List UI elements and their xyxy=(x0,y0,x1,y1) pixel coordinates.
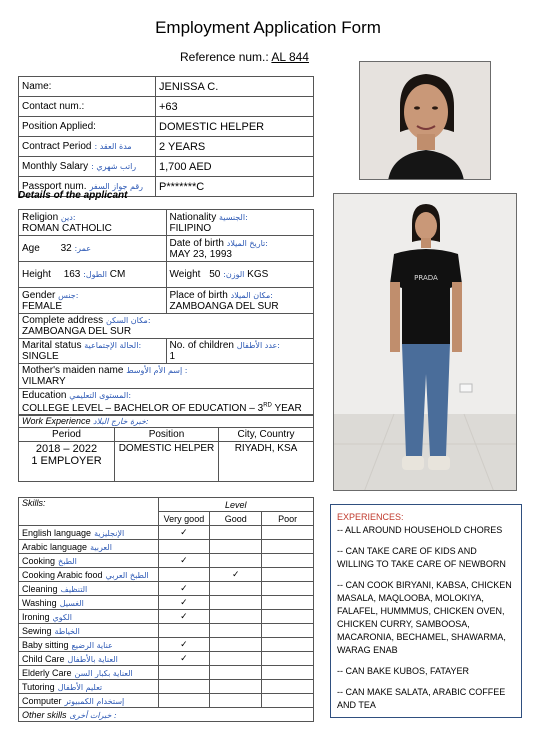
pob-value: ZAMBOANGA DEL SUR xyxy=(169,300,279,312)
experience-item: -- CAN COOK BIRYANI, KABSA, CHICKEN MASALA, MAQLOOBA, MOLOKIYA, FALAFEL, HUMMMUS, CHICKEN OVEN, CHICKEN CURRY, SAMBOOSA, MACARONIA, BECHAMEL, SHAWARMA, WARAG ENAB xyxy=(337,580,512,655)
skill-level-cell xyxy=(262,568,314,582)
check-icon: ✓ xyxy=(180,527,188,537)
skill-level-cell xyxy=(158,666,210,680)
skill-level-cell xyxy=(262,610,314,624)
gender-value: FEMALE xyxy=(22,300,63,312)
skills-table xyxy=(18,497,314,722)
skill-level-cell xyxy=(262,680,314,694)
reference-number xyxy=(180,50,309,64)
marital-value: SINGLE xyxy=(22,351,59,362)
skill-row xyxy=(19,540,314,554)
skill-level-cell xyxy=(210,666,262,680)
skill-level-cell xyxy=(262,638,314,652)
marital-cell: Marital status الحالة الإجتماعية: SINGLE xyxy=(19,339,167,364)
info-value: JENISSA C. xyxy=(156,77,314,97)
skill-level-cell xyxy=(262,624,314,638)
applicant-details-table xyxy=(18,209,314,416)
full-body-photo xyxy=(333,193,517,491)
skill-row xyxy=(19,666,314,680)
skill-level-cell xyxy=(262,652,314,666)
info-row xyxy=(19,137,314,157)
skill-level-cell xyxy=(210,540,262,554)
height-cell: Height الطول: 163 CM xyxy=(19,262,167,288)
level-header: Level xyxy=(158,498,313,512)
religion-cell: Religion دين: ROMAN CATHOLIC xyxy=(19,210,167,236)
skill-row xyxy=(19,624,314,638)
nationality-cell: Nationality الجنسية: FILIPINO xyxy=(166,210,314,236)
skill-level-cell xyxy=(210,694,262,708)
skill-level-cell xyxy=(210,554,262,568)
experience-item: -- CAN BAKE KUBOS, FATAYER xyxy=(337,666,470,676)
dob-cell: Date of birth تاريخ الميلاد: MAY 23, 1993 xyxy=(166,236,314,262)
gender-cell: Gender جنس: FEMALE xyxy=(19,288,167,314)
info-label: Monthly Salary : راتب شهري xyxy=(19,157,156,177)
reference-label: Reference num.: xyxy=(180,50,269,64)
work-col-period: Period xyxy=(19,428,115,442)
work-period: 2018 – 2022 1 EMPLOYER xyxy=(19,442,115,482)
skill-name: Cleaning التنظيف xyxy=(19,582,159,596)
skill-name: Cooking الطبخ xyxy=(19,554,159,568)
skill-level-cell xyxy=(210,638,262,652)
col-very-good: Very good xyxy=(158,512,210,526)
skill-name: Arabic language العربية xyxy=(19,540,159,554)
skill-row xyxy=(19,610,314,624)
skill-level-cell xyxy=(158,540,210,554)
other-skills-row xyxy=(19,708,314,722)
age-value: 32 xyxy=(60,243,72,254)
headshot-photo xyxy=(359,61,491,180)
other-skills: Other skills خبرات أخرى : xyxy=(19,708,314,722)
dob-value: MAY 23, 1993 xyxy=(169,248,232,260)
skill-level-cell xyxy=(210,596,262,610)
skill-level-cell xyxy=(158,638,210,652)
pob-cell: Place of birth مكان الميلاد: ZAMBOANGA DEL SUR xyxy=(166,288,314,314)
children-cell: No. of children عدد الأطفال: 1 xyxy=(166,339,314,364)
info-label: Passport num. رقم جواز السفر xyxy=(19,177,156,197)
mother-value: VILMARY xyxy=(22,376,66,387)
check-icon: ✓ xyxy=(180,583,188,593)
address-cell: Complete address مكان السكن: ZAMBOANGA DEL SUR xyxy=(19,314,314,339)
skill-row xyxy=(19,582,314,596)
religion-value: ROMAN CATHOLIC xyxy=(22,222,112,234)
skill-row xyxy=(19,554,314,568)
work-position: DOMESTIC HELPER xyxy=(115,442,219,482)
skills-header: Skills: xyxy=(19,498,159,526)
address-value: ZAMBOANGA DEL SUR xyxy=(22,326,132,337)
skill-level-cell xyxy=(262,582,314,596)
age-cell: Age عمر: 32 xyxy=(19,236,167,262)
info-label: Contract Period : مدة العقد xyxy=(19,137,156,157)
skill-level-cell xyxy=(210,568,262,582)
experience-item: -- CAN TAKE CARE OF KIDS AND WILLING TO TAKE CARE OF NEWBORN xyxy=(337,546,506,569)
skill-level-cell xyxy=(158,680,210,694)
skill-level-cell xyxy=(262,694,314,708)
skill-level-cell xyxy=(158,624,210,638)
skill-row xyxy=(19,526,314,540)
work-experience-title: Work Experience خبرة خارج البلاد: xyxy=(19,415,314,428)
skill-level-cell xyxy=(262,526,314,540)
skill-level-cell xyxy=(210,652,262,666)
reference-value: AL 844 xyxy=(271,50,309,64)
skill-name: Computer إستخدام الكمبيوتر xyxy=(19,694,159,708)
skill-name: Tutoring تعليم الأطفال xyxy=(19,680,159,694)
info-label: Contact num.: xyxy=(19,97,156,117)
skill-level-cell xyxy=(210,526,262,540)
work-col-city: City, Country xyxy=(219,428,314,442)
check-icon: ✓ xyxy=(180,653,188,663)
skill-name: Child Care العناية بالأطفال xyxy=(19,652,159,666)
skill-level-cell xyxy=(158,526,210,540)
skill-level-cell xyxy=(262,596,314,610)
info-value: +63 xyxy=(156,97,314,117)
skill-row xyxy=(19,596,314,610)
experiences-list xyxy=(337,524,515,712)
height-value: 163 CM xyxy=(63,269,126,280)
skill-level-cell xyxy=(262,540,314,554)
skill-name: Elderly Care العناية بكبار السن xyxy=(19,666,159,680)
weight-value: 50 KGS xyxy=(209,269,269,280)
skill-level-cell xyxy=(210,680,262,694)
info-row xyxy=(19,117,314,137)
children-value: 1 xyxy=(169,351,176,362)
weight-cell: Weight الوزن: 50 KGS xyxy=(166,262,314,288)
check-icon: ✓ xyxy=(180,639,188,649)
experience-item: -- ALL AROUND HOUSEHOLD CHORES xyxy=(337,525,503,535)
skill-name: Ironing الكوي xyxy=(19,610,159,624)
skill-level-cell xyxy=(158,554,210,568)
skill-row xyxy=(19,680,314,694)
info-value: 2 YEARS xyxy=(156,137,314,157)
svg-text:PRADA: PRADA xyxy=(414,274,438,282)
education-value: COLLEGE LEVEL – BACHELOR OF EDUCATION – 3RD YEAR xyxy=(22,403,302,415)
skill-level-cell xyxy=(158,694,210,708)
mother-cell: Mother's maiden name إسم الأم الأوسط : VILMARY xyxy=(19,364,314,389)
skill-level-cell xyxy=(158,582,210,596)
basic-info-table xyxy=(18,76,314,197)
skill-row xyxy=(19,694,314,708)
check-icon: ✓ xyxy=(180,555,188,565)
skill-level-cell xyxy=(210,610,262,624)
check-icon: ✓ xyxy=(180,597,188,607)
skill-name: Washing الغسيل xyxy=(19,596,159,610)
info-label: Name: xyxy=(19,77,156,97)
skill-level-cell xyxy=(262,554,314,568)
info-label: Position Applied: xyxy=(19,117,156,137)
experiences-title: EXPERIENCES: xyxy=(337,512,404,522)
skill-name: Cooking Arabic food الطبخ العربي xyxy=(19,568,159,582)
skill-name: English language الإنجليزية xyxy=(19,526,159,540)
skill-level-cell xyxy=(210,624,262,638)
experience-item: -- CAN MAKE SALATA, ARABIC COFFEE AND TEA xyxy=(337,687,506,710)
info-row xyxy=(19,157,314,177)
skill-level-cell xyxy=(210,582,262,596)
info-value: P*******C xyxy=(156,177,314,197)
info-row xyxy=(19,77,314,97)
col-poor: Poor xyxy=(262,512,314,526)
nationality-value: FILIPINO xyxy=(169,222,212,234)
skill-level-cell xyxy=(262,666,314,680)
work-experience-table xyxy=(18,414,314,482)
check-icon: ✓ xyxy=(180,611,188,621)
skill-level-cell xyxy=(158,568,210,582)
info-value: 1,700 AED xyxy=(156,157,314,177)
details-section-title: Details of the applicant xyxy=(18,190,128,201)
education-cell: Education المستوى التعليمي: COLLEGE LEVEL – BACHELOR OF EDUCATION – 3RD YEAR xyxy=(19,389,314,416)
skill-name: Baby sitting عناية الرضيع xyxy=(19,638,159,652)
skill-name: Sewing الخياطة xyxy=(19,624,159,638)
experiences-box xyxy=(330,504,522,718)
skill-level-cell xyxy=(158,596,210,610)
skill-level-cell xyxy=(158,610,210,624)
skill-row xyxy=(19,638,314,652)
work-city: RIYADH, KSA xyxy=(219,442,314,482)
skill-level-cell xyxy=(158,652,210,666)
skill-row xyxy=(19,652,314,666)
check-icon: ✓ xyxy=(231,569,240,579)
info-value: DOMESTIC HELPER xyxy=(156,117,314,137)
col-good: Good xyxy=(210,512,262,526)
info-row xyxy=(19,97,314,117)
page-title: Employment Application Form xyxy=(155,18,381,37)
skill-row xyxy=(19,568,314,582)
work-col-position: Position xyxy=(115,428,219,442)
